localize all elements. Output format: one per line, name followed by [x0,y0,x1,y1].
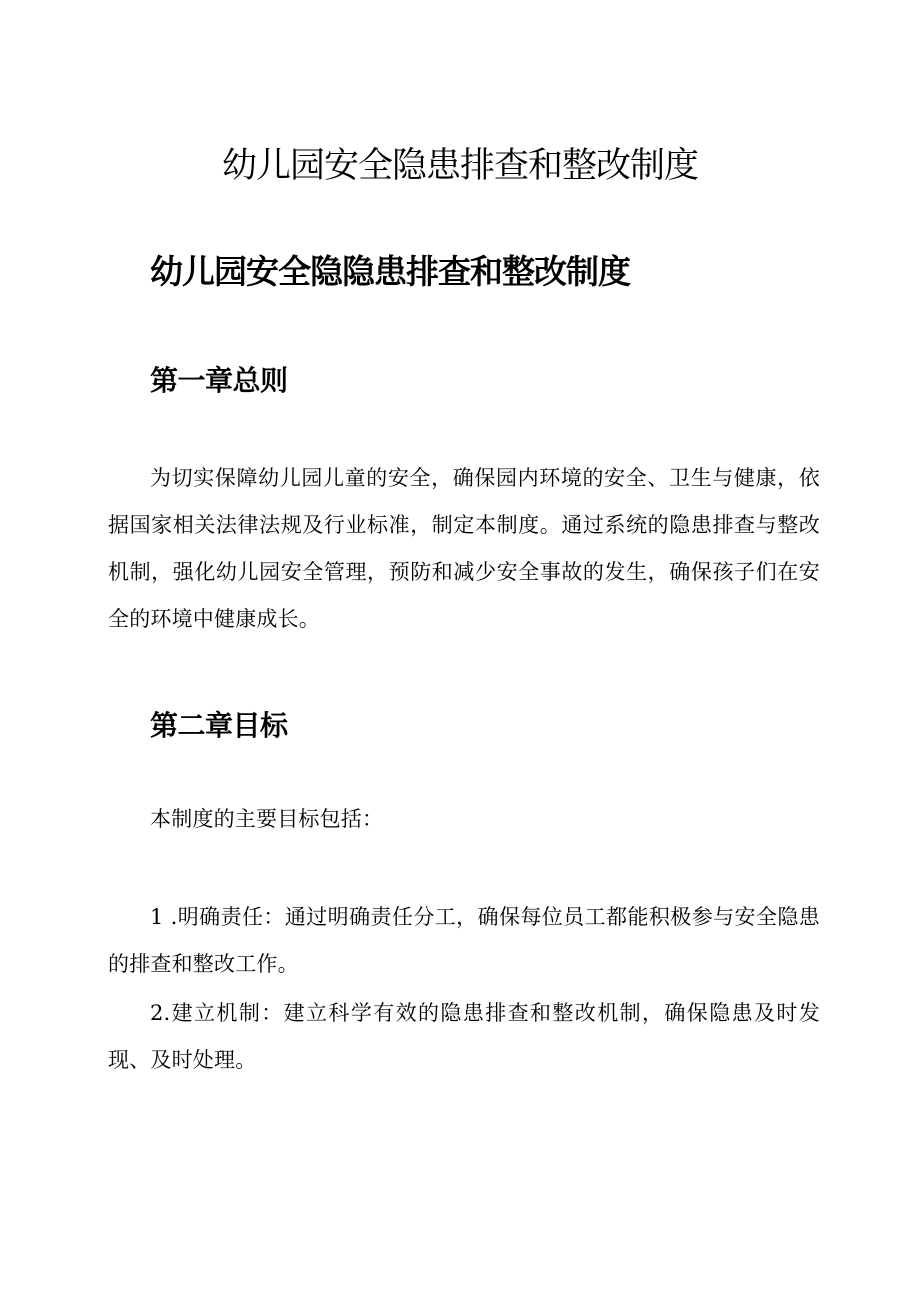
list-item: 2.建立机制：建立科学有效的隐患排查和整改机制，确保隐患及时发现、及时处理。 [108,1001,820,1072]
document-subtitle: 幼儿园安全隐隐患排查和整改制度 [150,252,630,291]
paragraph: 本制度的主要目标包括： [150,807,384,831]
list-item: 1 .明确责任：通过明确责任分工，确保每位员工都能积极参与安全隐患的排查和整改工作。 [108,905,820,976]
chapter-heading: 第二章目标 [150,709,288,742]
document-title: 幼儿园安全隐患排查和整改制度 [221,146,698,186]
paragraph: 为切实保障幼儿园儿童的安全，确保园内环境的安全、卫生与健康，依据国家相关法律法规及行业标准，制定本制度。通过系统的隐患排查与整改机制，强化幼儿园安全管理，预防和减少安全事故的发生，确保孩子们在安全的环境中健康成长。 [108,466,820,631]
chapter-heading: 第一章总则 [150,364,288,397]
